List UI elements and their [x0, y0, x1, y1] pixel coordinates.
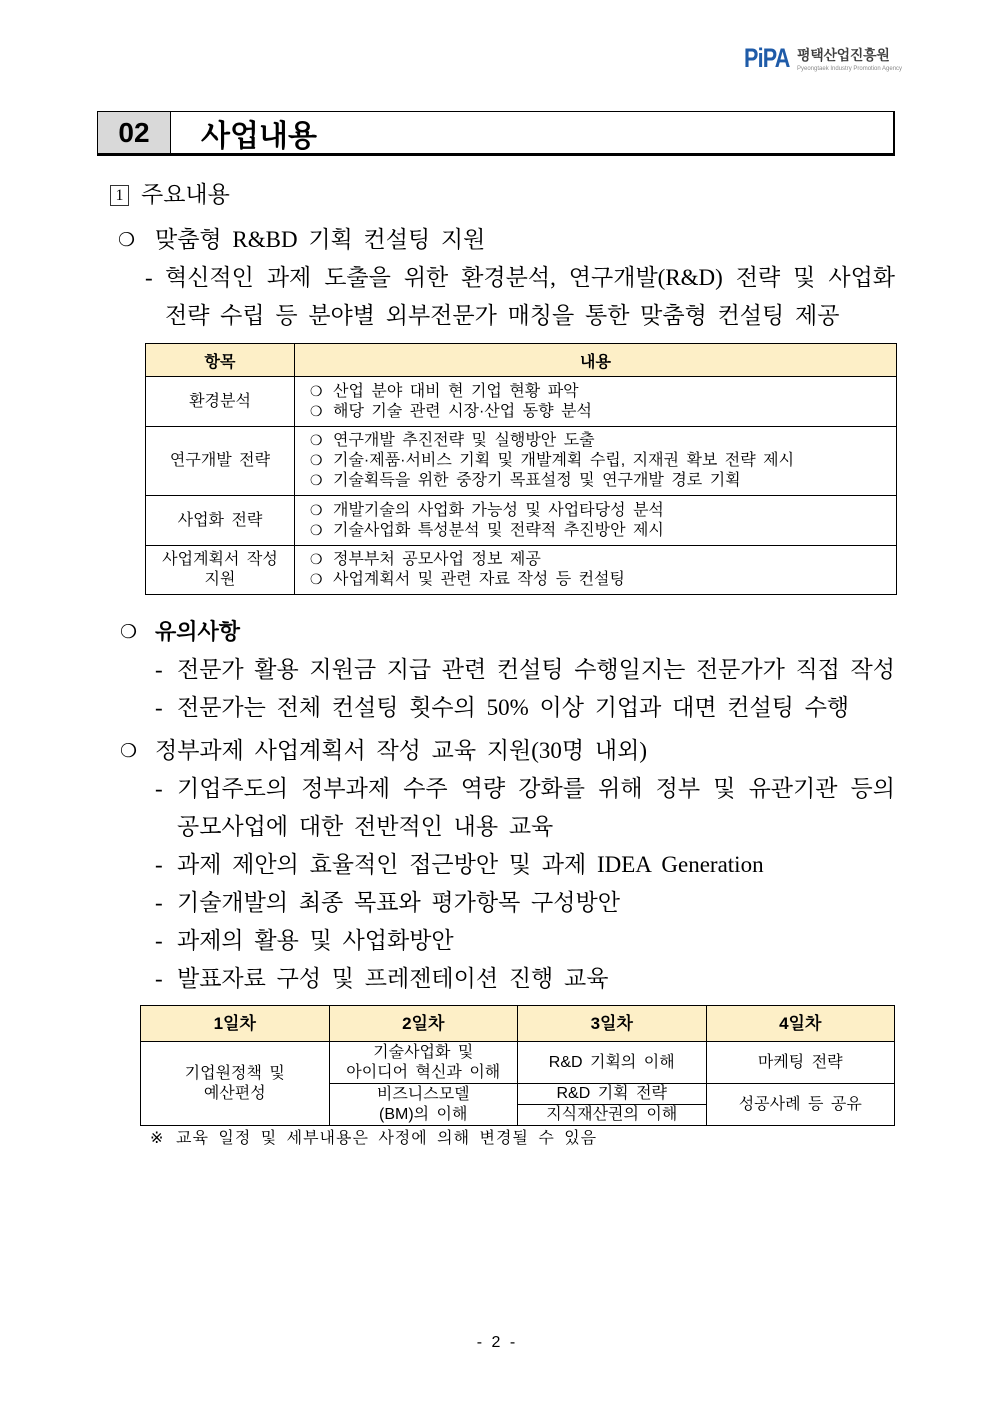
- list-item: [310, 402, 896, 422]
- table-row: [146, 546, 897, 595]
- list-item: [310, 521, 896, 541]
- list-item: [310, 431, 896, 451]
- day4-cell: 성공사례 등 공유: [706, 1084, 895, 1126]
- bullet-circle-icon: ❍: [310, 502, 323, 519]
- bullet-circle-icon: ❍: [120, 740, 138, 762]
- table-row: [141, 1042, 895, 1084]
- education-line: 기술개발의 최종 목표와 평가항목 구성방안: [177, 890, 620, 915]
- dash-marker: -: [155, 776, 163, 801]
- bullet-circle-icon: ❍: [310, 403, 323, 420]
- note-mark: ※: [150, 1130, 165, 1147]
- description-line: 전략 수립 등 분야별 외부전문가 매칭을 통한 맞춤형 컨설팅 제공: [165, 303, 840, 328]
- table-head: [141, 1006, 895, 1042]
- education-title: 정부과제 사업계획서 작성 교육 지원(30명 내외): [155, 738, 647, 763]
- list-item-text: 기술사업화 특성분석 및 전략적 추진방안 제시: [333, 521, 664, 539]
- list-item-text: 기술·제품·서비스 기획 및 개발계획 수립, 지재권 확보 전략 제시: [333, 452, 795, 469]
- schedule-table: [140, 1005, 895, 1126]
- table-cell-content: [295, 496, 897, 546]
- cell-line: 기술사업화 및: [373, 1043, 474, 1061]
- education-item: [155, 922, 895, 960]
- table-header-day2: 2일차: [329, 1006, 518, 1042]
- education-line: 공모사업에 대한 전반적인 내용 교육: [177, 814, 554, 839]
- education-item-text: [177, 884, 895, 922]
- subsection-heading: [108, 176, 992, 214]
- consulting-description: [145, 259, 895, 335]
- day3-cell: 지식재산권의 이해: [518, 1105, 707, 1126]
- table-row: [146, 377, 897, 427]
- notes-title: 유의사항: [155, 619, 241, 644]
- education-item: [155, 884, 895, 922]
- table-header-category: 항목: [146, 344, 295, 377]
- table-cell-category: [146, 496, 295, 546]
- org-name-en: Pyeongtaek Industry Promotion Agency: [797, 66, 903, 72]
- section-title: 사업내용: [201, 119, 317, 153]
- education-heading: [120, 732, 992, 770]
- bullet-circle-icon: ❍: [118, 229, 136, 251]
- consulting-table: [145, 343, 897, 595]
- day3-cell: R&D 기획의 이해: [518, 1042, 707, 1084]
- education-item: [155, 846, 895, 884]
- description-line: 혁신적인 과제 도출을 위한 환경분석, 연구개발(R&D) 전략 및 사업화: [165, 265, 895, 290]
- category-line: 지원: [204, 571, 236, 588]
- dash-marker: -: [145, 265, 153, 290]
- education-line: 과제 제안의 효율적인 접근방안 및 과제 IDEA Generation: [177, 852, 764, 877]
- category-line: 환경분석: [189, 392, 251, 410]
- education-line: 과제의 활용 및 사업화방안: [177, 928, 454, 953]
- bullet-circle-icon: ❍: [120, 621, 138, 643]
- note-text: 교육 일정 및 세부내용은 사정에 의해 변경될 수 있음: [176, 1130, 598, 1147]
- day4-cell: 마케팅 전략: [706, 1042, 895, 1084]
- org-name-ko: 평택산업진흥원: [797, 47, 890, 63]
- table-header-row: [146, 344, 897, 377]
- education-item-text: [177, 770, 895, 846]
- dash-marker: -: [155, 890, 163, 915]
- day3-cell: R&D 기획 전략: [518, 1084, 707, 1105]
- list-item-text: 정부부처 공모사업 정보 제공: [333, 551, 541, 568]
- cell-line: (BM)의 이해: [379, 1105, 468, 1123]
- dash-marker: -: [155, 928, 163, 953]
- notes-item: [155, 689, 895, 727]
- day2-cell: [329, 1042, 518, 1084]
- table-header-day3: 3일차: [518, 1006, 707, 1042]
- dash-marker: -: [155, 852, 163, 877]
- list-item-text: 산업 분야 대비 현 기업 현황 파악: [333, 382, 579, 400]
- table-cell-content: [295, 377, 897, 427]
- notes-item-text: [177, 651, 895, 689]
- list-item-text: 개발기술의 사업화 가능성 및 사업타당성 분석: [333, 501, 664, 519]
- table-body: [146, 377, 897, 595]
- education-item: [155, 770, 895, 846]
- education-item-text: [177, 960, 895, 998]
- table-cell-content: [295, 546, 897, 595]
- category-line: 사업화 전략: [177, 511, 263, 529]
- cell-line: 비즈니스모델: [376, 1085, 470, 1103]
- consulting-title: 맞춤형 R&BD 기획 컨설팅 지원: [155, 227, 486, 252]
- table-header-day4: 4일차: [706, 1006, 895, 1042]
- schedule-note: [150, 1129, 992, 1149]
- education-line: 기업주도의 정부과제 수주 역량 강화를 위해 정부 및 유관기관 등의: [177, 776, 895, 801]
- notes-line: 전문가는 전체 컨설팅 횟수의 50% 이상 기업과 대면 컨설팅 수행: [177, 695, 850, 720]
- category-line: 사업계획서 작성: [162, 551, 278, 568]
- education-line: 발표자료 구성 및 프레젠테이션 진행 교육: [177, 966, 609, 991]
- section-number: 02: [98, 112, 171, 153]
- notes-heading: [120, 613, 992, 651]
- table-cell-category: [146, 427, 295, 496]
- category-line: 연구개발 전략: [169, 452, 271, 469]
- list-item: [310, 451, 896, 471]
- notes-item-text: [177, 689, 895, 727]
- bullet-circle-icon: ❍: [310, 453, 323, 469]
- list-item-text: 연구개발 추진전략 및 실행방안 도출: [333, 432, 595, 449]
- table-row: [146, 427, 897, 496]
- cell-line: 기업원정책 및: [184, 1064, 285, 1082]
- page-number: - 2 -: [476, 1334, 516, 1351]
- bullet-circle-icon: ❍: [310, 383, 323, 400]
- consulting-description-text: [165, 259, 895, 335]
- table-row: [146, 496, 897, 546]
- notes-item: [155, 651, 895, 689]
- education-item-text: [177, 922, 895, 960]
- education-item-text: [177, 846, 895, 884]
- list-item-text: 기술획득을 위한 중장기 목표설정 및 연구개발 경로 기획: [333, 472, 741, 489]
- list-item: [310, 471, 896, 491]
- bullet-circle-icon: ❍: [310, 473, 323, 489]
- dash-marker: -: [155, 657, 163, 682]
- cell-line: 예산편성: [203, 1084, 266, 1102]
- subsection-title: 주요내용: [141, 182, 230, 207]
- bullet-circle-icon: ❍: [310, 552, 323, 568]
- list-item-text: 사업계획서 및 관련 자료 작성 등 컨설팅: [333, 571, 625, 588]
- day2-cell: [329, 1084, 518, 1126]
- cell-line: 아이디어 혁신과 이해: [346, 1063, 501, 1081]
- table-header-day1: 1일차: [141, 1006, 330, 1042]
- bullet-circle-icon: ❍: [310, 572, 323, 588]
- consulting-heading: [118, 221, 992, 259]
- list-item: [310, 570, 896, 590]
- table-cell-category: [146, 377, 295, 427]
- education-item: [155, 960, 895, 998]
- subsection-number-box: 1: [110, 185, 129, 206]
- table-body: [141, 1042, 895, 1126]
- dash-marker: -: [155, 695, 163, 720]
- page-content: [0, 176, 992, 1149]
- list-item-text: 해당 기술 관련 시장·산업 동향 분석: [333, 402, 592, 420]
- dash-marker: -: [155, 966, 163, 991]
- bullet-circle-icon: ❍: [310, 433, 323, 449]
- table-cell-content: [295, 427, 897, 496]
- table-header-row: [141, 1006, 895, 1042]
- section-header: [97, 111, 895, 156]
- list-item: [310, 382, 896, 402]
- pipa-logo-mark: PiPA: [744, 43, 790, 73]
- table-cell-category: [146, 546, 295, 595]
- day1-cell: [141, 1042, 330, 1126]
- list-item: [310, 501, 896, 521]
- table-header-content: 내용: [295, 344, 897, 377]
- list-item: [310, 550, 896, 570]
- notes-line: 전문가 활용 지원금 지급 관련 컨설팅 수행일지는 전문가가 직접 작성: [177, 657, 895, 682]
- table-head: [146, 344, 897, 377]
- bullet-circle-icon: ❍: [310, 522, 323, 539]
